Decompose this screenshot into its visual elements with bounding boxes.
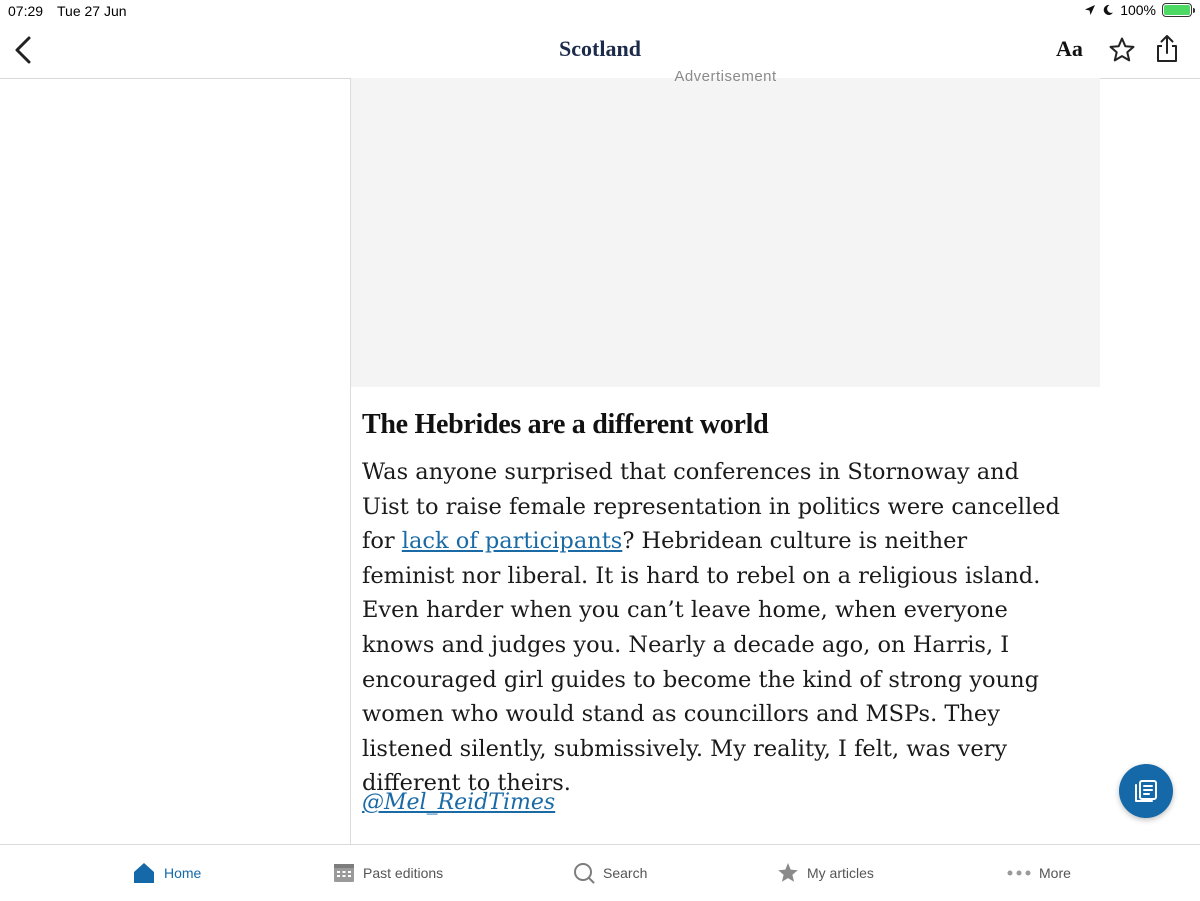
home-icon — [132, 861, 156, 885]
article-list-button[interactable] — [1119, 764, 1173, 818]
advertisement-slot[interactable] — [351, 68, 1100, 387]
tab-search-label: Search — [603, 865, 648, 881]
status-indicators — [1084, 2, 1192, 18]
tab-home-label: Home — [164, 865, 202, 881]
text-size-button[interactable]: Aa — [1056, 36, 1083, 61]
article-paragraph — [362, 455, 1062, 801]
advertisement-label: Advertisement — [674, 68, 777, 85]
battery-level — [1164, 5, 1190, 15]
moon-icon — [1102, 4, 1114, 16]
paragraph-text-end: ? Hebridean culture is neither feminist nor liberal. It is hard to rebel on a religious island. Even harder when you can’t leave home, when everyone knows and judges you. Nearly a decade ago, on Harris, I encouraged girl guides to become the kind of strong young women who would stand as councillors and MSPs. They listened silently, submissively. My reality, I felt, was very different to theirs. — [362, 528, 1041, 797]
tab-bar — [0, 844, 1200, 901]
lack-of-participants-link[interactable]: lack of participants — [401, 528, 623, 555]
star-icon — [777, 862, 799, 884]
article-list-icon — [1133, 778, 1159, 804]
article-subheading: The Hebrides are a different world — [362, 409, 769, 440]
tab-past-editions-label: Past editions — [363, 865, 444, 881]
search-icon — [573, 862, 595, 884]
calendar-icon — [333, 862, 355, 884]
tab-more-label: More — [1039, 865, 1071, 881]
status-bar — [0, 0, 1200, 24]
more-dots-icon — [1007, 869, 1031, 877]
save-article-button[interactable] — [1108, 36, 1136, 64]
tab-more[interactable] — [1007, 845, 1071, 901]
battery-icon — [1162, 3, 1192, 17]
tab-my-articles[interactable] — [777, 845, 874, 901]
tab-search[interactable] — [573, 845, 647, 901]
author-twitter-link[interactable]: @Mel_ReidTimes — [362, 790, 556, 815]
tab-home[interactable] — [132, 845, 201, 901]
star-outline-icon — [1108, 36, 1136, 64]
battery-percentage: 100% — [1120, 2, 1156, 18]
location-icon — [1084, 4, 1096, 16]
share-button[interactable] — [1153, 34, 1181, 64]
paragraph-text-start: Was anyone surprised that conferences in Stornoway and Uist to raise female representation in politics were cancelled for — [362, 459, 1060, 555]
section-title: Scotland — [559, 36, 641, 61]
status-time: 07:29 — [8, 3, 44, 19]
share-icon — [1153, 34, 1181, 64]
status-date: Tue 27 Jun — [57, 3, 127, 19]
tab-my-articles-label: My articles — [807, 865, 874, 881]
tab-past-editions[interactable] — [333, 845, 443, 901]
